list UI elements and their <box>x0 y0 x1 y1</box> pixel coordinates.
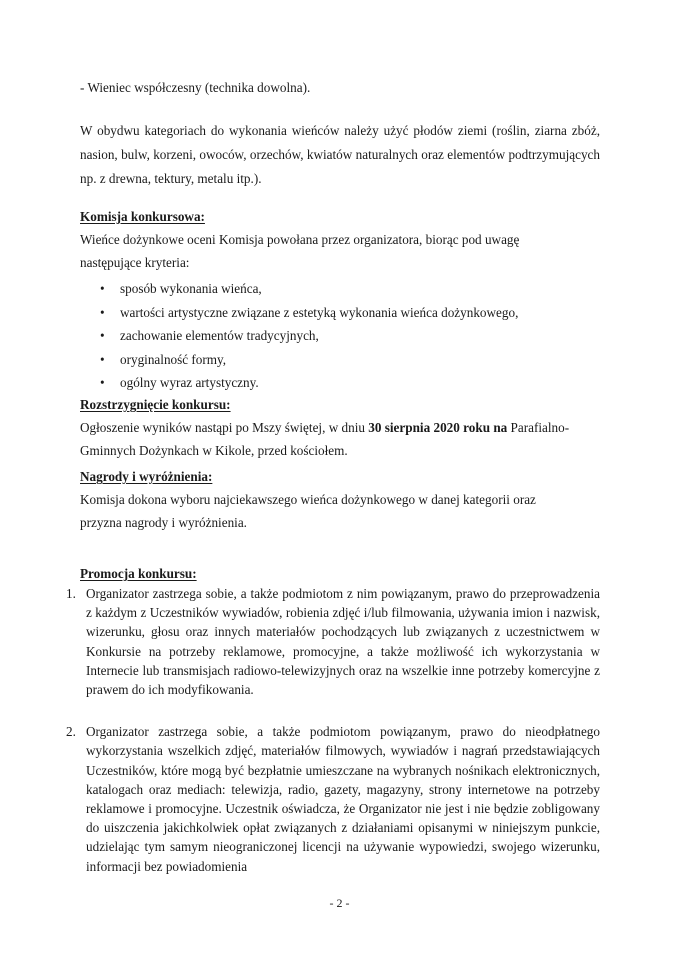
list-item: • ogólny wyraz artystyczny. <box>80 371 600 395</box>
criteria-list <box>80 277 600 395</box>
promocja-heading-wrap <box>80 562 600 585</box>
bullet-icon: • <box>100 375 105 390</box>
list-item: 1. Organizator zastrzega sobie, a także podmiotom z nim powiązanym, prawo do przeprowadzenia z każdym z Uczestników wywiadów, robienia zdjęć i/lub filmowania, używania imion i nazwisk, wizerunku, głosu oraz innych materiałów pochodzących lub związanych z uczestnictwem w Konkursie na potrzeby reklamowe, promocyjne, a także możliwość ich wykorzystania w Internecie lub transmisjach radiowo-telewizyjnych oraz na wszelkie inne potrzeby komercyjne z prawem do ich modyfikowania. <box>66 586 600 698</box>
rozstrzygniecie-text: Ogłoszenie wyników nastąpi po Mszy świętej, w dniu 30 sierpnia 2020 roku na Parafialno-Gminnych Dożynkach w Kikole, przed kościołem. <box>80 420 570 458</box>
page-number: - 2 - <box>329 896 350 910</box>
nagrody-section <box>80 465 600 534</box>
announcement-date: 30 sierpnia 2020 roku na <box>368 420 508 435</box>
list-item: • oryginalność formy, <box>80 348 600 372</box>
list-item: • sposób wykonania wieńca, <box>80 277 600 301</box>
bullet-icon: • <box>100 328 105 343</box>
intro-line <box>80 76 600 99</box>
nagrody-text: Komisja dokona wyboru najciekawszego wieńca dożynkowego w danej kategorii oraz przyzna nagrody i wyróżnienia. <box>80 492 536 530</box>
list-item: • wartości artystyczne związane z estetyką wykonania wieńca dożynkowego, <box>80 301 600 325</box>
komisja-text: Wieńce dożynkowe oceni Komisja powołana przez organizatora, biorąc pod uwagę następujące kryteria: <box>80 232 520 270</box>
nagrody-heading: Nagrody i wyróżnienia: <box>80 469 213 484</box>
intro-line-text: - Wieniec współczesny (technika dowolna). <box>80 80 311 95</box>
komisja-heading: Komisja konkursowa: <box>80 209 205 224</box>
rozstrzygniecie-section <box>80 393 600 462</box>
komisja-section <box>80 205 600 395</box>
list-item: 2. Organizator zastrzega sobie, a także podmiotom powiązanym, prawo do nieodpłatnego wykorzystania wszelkich zdjęć, materiałów filmowych, wywiadów i nagrań przedstawiających Uczestników, które mogą być bezpłatnie umieszczane na wybranych nośnikach elektronicznych, katalogach oraz mediach: telewizja, radio, gazety, magazyny, strony internetowe na potrzeby reklamowe i promocyjne. Uczestnik oświadcza, że Organizator nie jest i nie będzie zobligowany do uiszczenia jakichkolwiek opłat związanych z działaniami opisanymi w niniejszym punkcie, udzielając tym samym nieograniczonej licencji na używanie wypowiedzi, swojego wizerunku, informacji bez powiadomienia <box>66 724 600 874</box>
promocja-list <box>66 584 600 876</box>
bullet-icon: • <box>100 304 105 320</box>
list-item: • zachowanie elementów tradycyjnych, <box>80 324 600 348</box>
bullet-icon: • <box>100 351 105 367</box>
intro-paragraph: W obydwu kategoriach do wykonania wieńców należy użyć płodów ziemi (roślin, ziarna zbóż, nasion, bulw, korzeni, owoców, orzechów, kwiatów naturalnych oraz elementów podtrzymujących np. z drewna, tektury, metalu itp.). <box>80 123 600 186</box>
rozstrzygniecie-heading: Rozstrzygnięcie konkursu: <box>80 397 231 412</box>
promocja-heading: Promocja konkursu: <box>80 566 197 581</box>
bullet-icon: • <box>100 281 105 296</box>
